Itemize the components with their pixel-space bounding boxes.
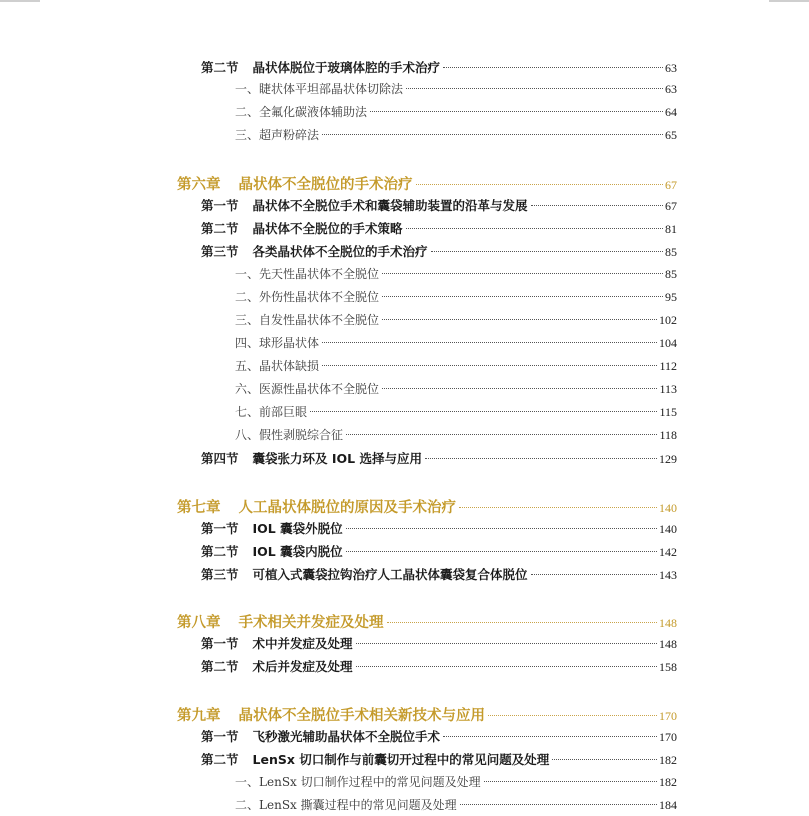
toc-page-number: 184 <box>659 798 677 812</box>
dot-leader <box>443 67 663 68</box>
toc-entry-number: 第二节 <box>201 752 239 767</box>
toc-item-entry <box>235 126 677 146</box>
toc-section-entry <box>201 196 677 216</box>
toc-page-number: 170 <box>659 730 677 744</box>
toc-entry-number: 第三节 <box>201 567 239 582</box>
toc-entry-title <box>235 334 319 351</box>
toc-entry-text: 球形晶状体 <box>259 336 320 350</box>
toc-page-number: 113 <box>659 382 677 396</box>
dot-leader <box>484 781 657 782</box>
dot-leader <box>431 251 663 252</box>
toc-page-number: 63 <box>665 61 677 75</box>
toc-page-number: 81 <box>665 222 677 236</box>
toc-entry-title <box>235 796 457 813</box>
toc-section-entry <box>201 219 677 239</box>
toc-entry-number: 第二节 <box>201 659 239 674</box>
toc-entry-title <box>201 542 343 560</box>
toc-entry-title <box>235 80 403 97</box>
toc-entry-text: 外伤性晶状体不全脱位 <box>259 290 380 304</box>
dot-leader <box>425 458 657 459</box>
toc-entry-text: IOL 囊袋内脱位 <box>252 544 343 559</box>
toc-section-entry <box>201 58 677 78</box>
toc-page-number: 102 <box>659 313 677 327</box>
toc-entry-text: 超声粉碎法 <box>259 128 320 142</box>
dot-leader <box>382 388 657 389</box>
toc-item-entry <box>235 311 677 331</box>
toc-item-entry <box>235 796 677 816</box>
dot-leader <box>387 622 658 623</box>
toc-entry-text: 晶状体不全脱位的手术治疗 <box>238 176 413 193</box>
toc-entry-text: 飞秒激光辅助晶状体不全脱位手术 <box>252 729 441 744</box>
toc-entry-number: 二、 <box>235 105 260 119</box>
toc-entry-title <box>235 403 307 420</box>
dot-leader <box>346 528 657 529</box>
toc-entry-title <box>235 288 379 305</box>
dot-leader <box>346 434 657 435</box>
page-edge-right <box>769 0 809 2</box>
toc-entry-number: 六、 <box>235 382 260 396</box>
toc-item-entry <box>235 288 677 308</box>
toc-entry-text: IOL 囊袋外脱位 <box>252 521 343 536</box>
toc-entry-title <box>177 704 485 725</box>
toc-entry-title <box>201 657 353 675</box>
dot-leader <box>416 184 664 185</box>
toc-entry-number: 第一节 <box>201 521 239 536</box>
toc-page-number: 104 <box>659 336 677 350</box>
toc-entry-number: 一、 <box>235 267 260 281</box>
toc-item-entry <box>235 426 677 446</box>
toc-entry-text: 晶状体不全脱位手术相关新技术与应用 <box>238 707 485 724</box>
toc-entry-number: 三、 <box>235 313 260 327</box>
toc-entry-text: 手术相关并发症及处理 <box>238 614 384 631</box>
toc-page-number: 115 <box>659 405 677 419</box>
toc-page-number: 143 <box>659 568 677 582</box>
toc-page-number: 170 <box>659 709 677 723</box>
toc-item-entry <box>235 380 677 400</box>
toc-entry-title <box>235 773 481 790</box>
toc-entry-number: 五、 <box>235 359 260 373</box>
dot-leader <box>322 365 657 366</box>
toc-entry-text: LenSx 切口制作与前囊切开过程中的常见问题及处理 <box>252 752 550 767</box>
toc-entry-title <box>235 265 379 282</box>
toc-entry-number: 三、 <box>235 128 260 142</box>
toc-entry-number: 四、 <box>235 336 260 350</box>
toc-page-number: 182 <box>659 775 677 789</box>
toc-entry-text: 晶状体不全脱位的手术策略 <box>252 221 403 236</box>
toc-entry-title <box>201 58 440 76</box>
toc-entry-number: 第二节 <box>201 544 239 559</box>
toc-page-number: 67 <box>665 199 677 213</box>
toc-entry-text: 人工晶状体脱位的原因及手术治疗 <box>238 499 456 516</box>
toc-item-entry <box>235 265 677 285</box>
dot-leader <box>322 342 657 343</box>
toc-entry-title <box>201 750 549 768</box>
toc-entry-title <box>201 242 428 260</box>
toc-item-entry <box>235 80 677 100</box>
dot-leader <box>460 804 657 805</box>
toc-page-number: 112 <box>659 359 677 373</box>
toc-entry-title <box>201 519 343 537</box>
toc-entry-number: 一、 <box>235 82 260 96</box>
toc-entry-text: LenSx 撕囊过程中的常见问题及处理 <box>259 798 457 812</box>
toc-page-number: 182 <box>659 753 677 767</box>
toc-entry-title <box>177 611 384 632</box>
toc-entry-title <box>201 727 440 745</box>
toc-entry-number: 二、 <box>235 798 260 812</box>
toc-entry-text: 晶状体不全脱位手术和囊袋辅助装置的沿革与发展 <box>252 198 528 213</box>
toc-entry-number: 第二节 <box>201 60 239 75</box>
toc-entry-number: 第四节 <box>201 451 239 466</box>
toc-entry-title <box>201 196 528 214</box>
toc-section-entry <box>201 657 677 677</box>
page-edge-left <box>0 0 40 2</box>
toc-item-entry <box>235 103 677 123</box>
toc-entry-text: 医源性晶状体不全脱位 <box>259 382 380 396</box>
toc-entry-title <box>235 126 319 143</box>
toc-entry-text: 前部巨眼 <box>259 405 308 419</box>
toc-chapter-entry <box>177 496 677 516</box>
toc-page-number: 64 <box>665 105 677 119</box>
dot-leader <box>382 319 657 320</box>
dot-leader <box>382 296 663 297</box>
toc-entry-text: 可植入式囊袋拉钩治疗人工晶状体囊袋复合体脱位 <box>252 567 528 582</box>
toc-entry-number: 第一节 <box>201 198 239 213</box>
dot-leader <box>531 574 657 575</box>
toc-entry-number: 第一节 <box>201 636 239 651</box>
toc-entry-text: 全氟化碳液体辅助法 <box>259 105 368 119</box>
dot-leader <box>531 205 663 206</box>
dot-leader <box>459 507 657 508</box>
toc-chapter-entry <box>177 611 677 631</box>
toc-entry-title <box>201 634 353 652</box>
toc-page-number: 129 <box>659 452 677 466</box>
toc-page-number: 65 <box>665 128 677 142</box>
toc-item-entry <box>235 403 677 423</box>
toc-section-entry <box>201 519 677 539</box>
toc-page-number: 140 <box>659 501 677 515</box>
toc-page-number: 118 <box>659 428 677 442</box>
toc-page-number: 67 <box>665 178 677 192</box>
toc-entry-title <box>201 219 403 237</box>
toc-section-entry <box>201 727 677 747</box>
toc-entry-text: 假性剥脱综合征 <box>259 428 344 442</box>
dot-leader <box>356 666 657 667</box>
dot-leader <box>443 736 657 737</box>
dot-leader <box>406 228 663 229</box>
toc-entry-number: 第六章 <box>177 176 221 193</box>
toc-entry-number: 第九章 <box>177 707 221 724</box>
dot-leader <box>322 134 663 135</box>
toc-page-number: 148 <box>659 637 677 651</box>
dot-leader <box>406 88 663 89</box>
toc-item-entry <box>235 357 677 377</box>
toc-entry-text: 晶状体脱位于玻璃体腔的手术治疗 <box>252 60 441 75</box>
dot-leader <box>552 759 657 760</box>
toc-item-entry <box>235 773 677 793</box>
dot-leader <box>382 273 663 274</box>
toc-page-number: 95 <box>665 290 677 304</box>
toc-entry-text: 自发性晶状体不全脱位 <box>259 313 380 327</box>
toc-entry-number: 第三节 <box>201 244 239 259</box>
toc-page-number: 142 <box>659 545 677 559</box>
toc-entry-number: 二、 <box>235 290 260 304</box>
toc-entry-text: 各类晶状体不全脱位的手术治疗 <box>252 244 428 259</box>
dot-leader <box>310 411 657 412</box>
dot-leader <box>488 715 657 716</box>
toc-page-number: 158 <box>659 660 677 674</box>
toc-page-number: 63 <box>665 82 677 96</box>
toc-page-number: 148 <box>659 616 677 630</box>
toc-entry-text: 术中并发症及处理 <box>252 636 353 651</box>
toc-section-entry <box>201 565 677 585</box>
toc-entry-number: 七、 <box>235 405 260 419</box>
dot-leader <box>370 111 663 112</box>
toc-entry-title <box>235 426 343 443</box>
toc-entry-text: LenSx 切口制作过程中的常见问题及处理 <box>259 775 481 789</box>
toc-chapter-entry <box>177 704 677 724</box>
toc-entry-title <box>201 565 528 583</box>
toc-chapter-entry <box>177 173 677 193</box>
toc-entry-text: 先天性晶状体不全脱位 <box>259 267 380 281</box>
toc-entry-number: 第八章 <box>177 614 221 631</box>
toc-entry-text: 囊袋张力环及 IOL 选择与应用 <box>252 451 422 466</box>
toc-section-entry <box>201 634 677 654</box>
toc-page-number: 85 <box>665 267 677 281</box>
toc-item-entry <box>235 334 677 354</box>
toc-entry-title <box>177 173 413 194</box>
toc-entry-text: 术后并发症及处理 <box>252 659 353 674</box>
toc-entry-title <box>177 496 456 517</box>
toc-entry-number: 第七章 <box>177 499 221 516</box>
toc-page-number: 140 <box>659 522 677 536</box>
toc-section-entry <box>201 750 677 770</box>
toc-page-number: 85 <box>665 245 677 259</box>
dot-leader <box>346 551 657 552</box>
toc-section-entry <box>201 449 677 469</box>
toc-entry-number: 第二节 <box>201 221 239 236</box>
toc-entry-title <box>235 357 319 374</box>
toc-entry-title <box>235 311 379 328</box>
toc-entry-title <box>201 449 422 467</box>
toc-entry-title <box>235 380 379 397</box>
dot-leader <box>356 643 657 644</box>
toc-section-entry <box>201 242 677 262</box>
toc-entry-number: 八、 <box>235 428 260 442</box>
toc-entry-title <box>235 103 367 120</box>
toc-entry-text: 晶状体缺损 <box>259 359 320 373</box>
toc-entry-number: 一、 <box>235 775 260 789</box>
toc-entry-text: 睫状体平坦部晶状体切除法 <box>259 82 404 96</box>
toc-section-entry <box>201 542 677 562</box>
toc-entry-number: 第一节 <box>201 729 239 744</box>
